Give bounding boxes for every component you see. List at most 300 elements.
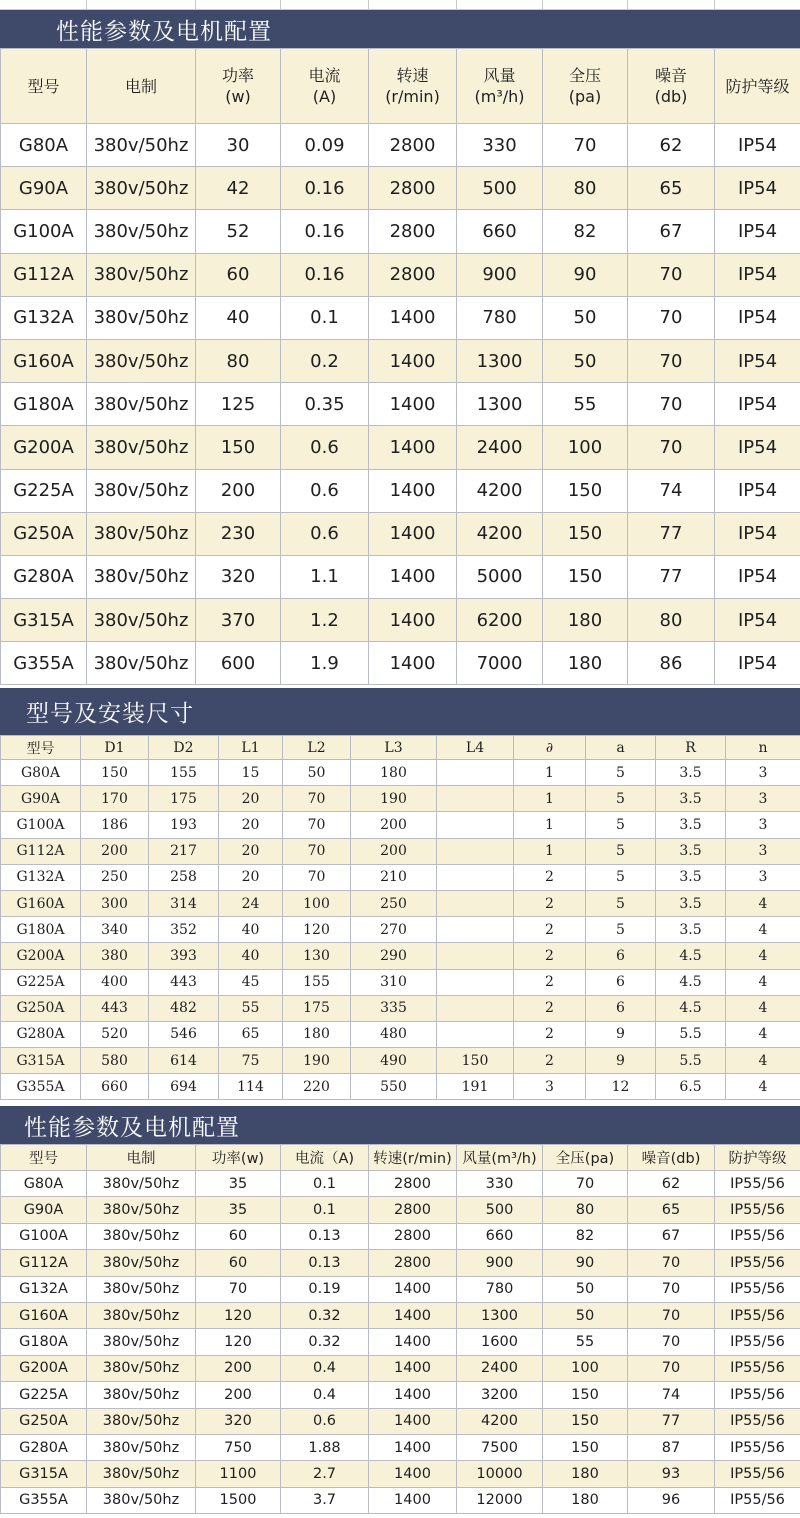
table-cell: 6 xyxy=(586,969,656,995)
table-cell: 4 xyxy=(726,1048,800,1074)
table-cell: 3.5 xyxy=(656,890,726,916)
table-cell: 500 xyxy=(457,1197,543,1223)
table-cell: 67 xyxy=(628,1223,715,1249)
model-cell: G355A xyxy=(1,642,87,685)
table-cell: IP54 xyxy=(715,253,800,296)
table-cell: 74 xyxy=(628,1382,715,1408)
table-cell: 6200 xyxy=(457,599,543,642)
table-cell xyxy=(437,917,514,943)
table-cell: 1 xyxy=(514,838,586,864)
table-cell: 70 xyxy=(543,124,628,167)
table-cell: 15 xyxy=(219,760,283,786)
table-cell: 90 xyxy=(543,253,628,296)
table-row xyxy=(1,1074,800,1100)
table-cell: 380v/50hz xyxy=(87,1329,196,1355)
table-cell: 490 xyxy=(351,1048,437,1074)
table-cell: 1300 xyxy=(457,383,543,426)
table-cell: 310 xyxy=(351,969,437,995)
table-cell: 380v/50hz xyxy=(87,383,196,426)
table-cell: 7500 xyxy=(457,1434,543,1460)
table-cell: 0.6 xyxy=(281,512,369,555)
model-cell: G80A xyxy=(1,760,81,786)
table-cell: 20 xyxy=(219,812,283,838)
table-cell: 120 xyxy=(196,1329,281,1355)
column-header: n xyxy=(726,736,800,760)
table-cell: 380v/50hz xyxy=(87,1487,196,1513)
table-cell: 24 xyxy=(219,890,283,916)
model-cell: G315A xyxy=(1,1461,87,1487)
model-cell: G132A xyxy=(1,1276,87,1302)
table-cell: IP55/56 xyxy=(715,1302,800,1328)
table-cell: 52 xyxy=(196,210,281,253)
table-cell: 40 xyxy=(196,296,281,339)
table-cell: 100 xyxy=(283,890,351,916)
table-cell: 2800 xyxy=(369,253,457,296)
table-cell: IP55/56 xyxy=(715,1434,800,1460)
table-row xyxy=(1,1302,800,1328)
table-cell: 12 xyxy=(586,1074,656,1100)
model-cell: G315A xyxy=(1,599,87,642)
column-header: 防护等级 xyxy=(715,49,800,124)
table-cell: 62 xyxy=(628,124,715,167)
table-cell xyxy=(437,969,514,995)
table-cell: 0.4 xyxy=(281,1382,369,1408)
table-cell: IP55/56 xyxy=(715,1171,800,1197)
table-row xyxy=(1,1021,800,1047)
table-row xyxy=(1,969,800,995)
table-cell: 70 xyxy=(628,383,715,426)
table-cell: 1300 xyxy=(457,339,543,382)
column-header: 型号 xyxy=(1,736,81,760)
table-header-row xyxy=(1,1145,800,1171)
table-cell: 1400 xyxy=(369,555,457,598)
table-cell xyxy=(437,943,514,969)
table-cell: 120 xyxy=(196,1302,281,1328)
table-cell: 4.5 xyxy=(656,969,726,995)
table-cell: 70 xyxy=(628,1355,715,1381)
table-cell: 380v/50hz xyxy=(87,1355,196,1381)
model-cell: G280A xyxy=(1,555,87,598)
table-cell: 3 xyxy=(514,1074,586,1100)
table-cell: 150 xyxy=(543,469,628,512)
table-cell: 50 xyxy=(543,1302,628,1328)
table-cell: 660 xyxy=(81,1074,149,1100)
table-cell: 70 xyxy=(283,838,351,864)
table-cell: 380v/50hz xyxy=(87,555,196,598)
table-cell: 191 xyxy=(437,1074,514,1100)
table-cell: 1400 xyxy=(369,1329,457,1355)
table-cell: 4200 xyxy=(457,1408,543,1434)
table-cell: 380v/50hz xyxy=(87,1171,196,1197)
table-cell: IP54 xyxy=(715,426,800,469)
table-cell: 380v/50hz xyxy=(87,599,196,642)
table-cell: 3.5 xyxy=(656,864,726,890)
table-cell: IP55/56 xyxy=(715,1250,800,1276)
table-cell: 20 xyxy=(219,864,283,890)
table-cell: 180 xyxy=(283,1021,351,1047)
table-cell: 1.1 xyxy=(281,555,369,598)
model-cell: G180A xyxy=(1,1329,87,1355)
table-cell: 70 xyxy=(628,339,715,382)
table-cell: 1400 xyxy=(369,339,457,382)
table-cell xyxy=(437,812,514,838)
table-cell: 0.13 xyxy=(281,1223,369,1249)
table-cell: 70 xyxy=(543,1171,628,1197)
table-cell: IP54 xyxy=(715,469,800,512)
table-cell: 2 xyxy=(514,1048,586,1074)
table-cell: 40 xyxy=(219,917,283,943)
column-header: 电制 xyxy=(87,1145,196,1171)
table-cell: 200 xyxy=(196,1355,281,1381)
table-cell: 443 xyxy=(81,995,149,1021)
table-cell: IP55/56 xyxy=(715,1382,800,1408)
table-cell: 352 xyxy=(149,917,219,943)
table-cell: 217 xyxy=(149,838,219,864)
model-cell: G250A xyxy=(1,995,81,1021)
table-cell: 900 xyxy=(457,1250,543,1276)
model-cell: G180A xyxy=(1,917,81,943)
model-cell: G225A xyxy=(1,1382,87,1408)
table-row xyxy=(1,943,800,969)
table-cell: 380v/50hz xyxy=(87,1434,196,1460)
table-cell: 0.1 xyxy=(281,1197,369,1223)
table-cell: 5 xyxy=(586,812,656,838)
section-title: 性能参数及电机配置 xyxy=(56,18,272,45)
table-cell: 35 xyxy=(196,1197,281,1223)
table-row xyxy=(1,1250,800,1276)
table-cell: 1400 xyxy=(369,1276,457,1302)
table-cell: 380v/50hz xyxy=(87,426,196,469)
table-cell: 614 xyxy=(149,1048,219,1074)
model-cell: G280A xyxy=(1,1021,81,1047)
table-cell: 180 xyxy=(543,599,628,642)
table-cell: 55 xyxy=(219,995,283,1021)
table-cell: IP55/56 xyxy=(715,1223,800,1249)
column-header: 全压 (pa) xyxy=(543,49,628,124)
table-row xyxy=(1,555,800,598)
table-cell: 3 xyxy=(726,760,800,786)
table-cell: 0.35 xyxy=(281,383,369,426)
table-cell: 370 xyxy=(196,599,281,642)
table-cell: 20 xyxy=(219,786,283,812)
table-cell: 65 xyxy=(628,167,715,210)
table-cell: 3.5 xyxy=(656,760,726,786)
table-cell: 320 xyxy=(196,1408,281,1434)
table-cell: 80 xyxy=(196,339,281,382)
table-cell: 0.19 xyxy=(281,1276,369,1302)
table-row xyxy=(1,1048,800,1074)
column-header: L4 xyxy=(437,736,514,760)
table-cell: 1400 xyxy=(369,1434,457,1460)
table-cell: 155 xyxy=(283,969,351,995)
table-cell: 2800 xyxy=(369,124,457,167)
table-cell: 2800 xyxy=(369,1171,457,1197)
table-cell: 150 xyxy=(543,1434,628,1460)
table-cell: 4.5 xyxy=(656,943,726,969)
table-cell: 150 xyxy=(543,1382,628,1408)
table-cell: 258 xyxy=(149,864,219,890)
table-cell: 1 xyxy=(514,760,586,786)
column-header: R xyxy=(656,736,726,760)
table-cell: 2 xyxy=(514,864,586,890)
table-cell: 1400 xyxy=(369,1487,457,1513)
table-cell: 62 xyxy=(628,1171,715,1197)
table-cell: 230 xyxy=(196,512,281,555)
table-cell: 5 xyxy=(586,838,656,864)
table-cell: 4.5 xyxy=(656,995,726,1021)
table-cell: 82 xyxy=(543,210,628,253)
table-cell: 55 xyxy=(543,1329,628,1355)
table-cell: 155 xyxy=(149,760,219,786)
table-cell: 3 xyxy=(726,864,800,890)
table-row xyxy=(1,760,800,786)
table-cell: 65 xyxy=(219,1021,283,1047)
table-cell: 9 xyxy=(586,1021,656,1047)
model-cell: G180A xyxy=(1,383,87,426)
table-cell: 1 xyxy=(514,786,586,812)
table-cell: 220 xyxy=(283,1074,351,1100)
table-cell: 0.1 xyxy=(281,1171,369,1197)
table-cell: IP55/56 xyxy=(715,1461,800,1487)
model-cell: G90A xyxy=(1,167,87,210)
model-cell: G80A xyxy=(1,1171,87,1197)
table-cell: 2 xyxy=(514,890,586,916)
model-cell: G112A xyxy=(1,1250,87,1276)
model-cell: G355A xyxy=(1,1487,87,1513)
table-cell: 380v/50hz xyxy=(87,253,196,296)
table-cell: 120 xyxy=(283,917,351,943)
table-cell: 550 xyxy=(351,1074,437,1100)
table-cell: IP54 xyxy=(715,555,800,598)
table-cell: 4 xyxy=(726,1021,800,1047)
table-cell: 380v/50hz xyxy=(87,124,196,167)
table-row xyxy=(1,210,800,253)
table-cell: 200 xyxy=(81,838,149,864)
model-cell: G200A xyxy=(1,943,81,969)
table-cell: 380v/50hz xyxy=(87,1197,196,1223)
table-cell: IP55/56 xyxy=(715,1408,800,1434)
table-cell: 86 xyxy=(628,642,715,685)
model-cell: G100A xyxy=(1,1223,87,1249)
table-cell: 750 xyxy=(196,1434,281,1460)
table-cell: 660 xyxy=(457,1223,543,1249)
model-cell: G355A xyxy=(1,1074,81,1100)
table-cell: 186 xyxy=(81,812,149,838)
table-cell: 4200 xyxy=(457,469,543,512)
table-row xyxy=(1,864,800,890)
table-cell: IP55/56 xyxy=(715,1355,800,1381)
table-row xyxy=(1,1382,800,1408)
column-header: 转速 (r/min) xyxy=(369,49,457,124)
table-cell: 0.16 xyxy=(281,167,369,210)
table-row xyxy=(1,1276,800,1302)
table-cell: 130 xyxy=(283,943,351,969)
table-cell: 12000 xyxy=(457,1487,543,1513)
table-cell: 70 xyxy=(628,296,715,339)
table-cell: 5 xyxy=(586,917,656,943)
table-cell: 50 xyxy=(543,1276,628,1302)
table-cell: 1400 xyxy=(369,1461,457,1487)
table-cell: 93 xyxy=(628,1461,715,1487)
table-cell xyxy=(437,786,514,812)
table-cell: 2800 xyxy=(369,210,457,253)
model-cell: G132A xyxy=(1,864,81,890)
table-cell: 5 xyxy=(586,864,656,890)
table-cell: 55 xyxy=(543,383,628,426)
table-cell: 70 xyxy=(628,1329,715,1355)
top-table-remnant xyxy=(0,0,800,10)
table-cell: 70 xyxy=(283,786,351,812)
table-cell: 200 xyxy=(351,812,437,838)
table-cell: 3200 xyxy=(457,1382,543,1408)
table-cell: 4 xyxy=(726,890,800,916)
dimensions-table xyxy=(0,735,800,1100)
table-cell: 0.6 xyxy=(281,1408,369,1434)
table-cell: 0.4 xyxy=(281,1355,369,1381)
table-cell: 40 xyxy=(219,943,283,969)
table-row xyxy=(1,786,800,812)
table-cell: 75 xyxy=(219,1048,283,1074)
table-cell: 340 xyxy=(81,917,149,943)
table-cell: 9 xyxy=(586,1048,656,1074)
table-cell: 380v/50hz xyxy=(87,469,196,512)
table-cell: 20 xyxy=(219,838,283,864)
table-cell: IP54 xyxy=(715,512,800,555)
table-cell: 3.5 xyxy=(656,917,726,943)
table-cell: 150 xyxy=(543,555,628,598)
table-cell: 2 xyxy=(514,1021,586,1047)
table-cell: 193 xyxy=(149,812,219,838)
table-cell: 5 xyxy=(586,760,656,786)
table-cell: 780 xyxy=(457,1276,543,1302)
table-cell: 380v/50hz xyxy=(87,1408,196,1434)
section-header-performance-2 xyxy=(0,1106,800,1144)
column-header: 噪音(db) xyxy=(628,1145,715,1171)
table-cell: 5.5 xyxy=(656,1048,726,1074)
table-cell: 200 xyxy=(196,1382,281,1408)
table-cell: 0.1 xyxy=(281,296,369,339)
table-cell: IP54 xyxy=(715,642,800,685)
model-cell: G250A xyxy=(1,1408,87,1434)
table-cell: 580 xyxy=(81,1048,149,1074)
column-header: 风量 (m³/h) xyxy=(457,49,543,124)
table-cell: IP54 xyxy=(715,296,800,339)
table-cell: IP55/56 xyxy=(715,1487,800,1513)
table-cell: 5.5 xyxy=(656,1021,726,1047)
table-cell: 80 xyxy=(543,167,628,210)
table-cell xyxy=(437,760,514,786)
table-cell: 180 xyxy=(351,760,437,786)
column-header: 转速(r/min) xyxy=(369,1145,457,1171)
table-cell: IP55/56 xyxy=(715,1276,800,1302)
table-cell: 1400 xyxy=(369,1382,457,1408)
table-cell: 50 xyxy=(543,339,628,382)
table-cell: 0.32 xyxy=(281,1302,369,1328)
table-cell: 96 xyxy=(628,1487,715,1513)
table-cell: IP54 xyxy=(715,383,800,426)
model-cell: G90A xyxy=(1,786,81,812)
section-header-dimensions xyxy=(0,688,800,735)
table-cell: 45 xyxy=(219,969,283,995)
table-cell: 4200 xyxy=(457,512,543,555)
table-cell: 330 xyxy=(457,1171,543,1197)
table-cell: 2 xyxy=(514,995,586,1021)
table-cell: 314 xyxy=(149,890,219,916)
model-cell: G200A xyxy=(1,426,87,469)
table-cell: 2 xyxy=(514,943,586,969)
table-cell: IP55/56 xyxy=(715,1197,800,1223)
table-cell: 330 xyxy=(457,124,543,167)
table-row xyxy=(1,253,800,296)
table-row xyxy=(1,124,800,167)
table-cell: 74 xyxy=(628,469,715,512)
table-cell: 7000 xyxy=(457,642,543,685)
model-cell: G112A xyxy=(1,838,81,864)
table-cell: 6 xyxy=(586,943,656,969)
table-cell: 500 xyxy=(457,167,543,210)
table-cell: 1400 xyxy=(369,296,457,339)
table-cell: 2.7 xyxy=(281,1461,369,1487)
table-cell: 380v/50hz xyxy=(87,642,196,685)
table-row xyxy=(1,167,800,210)
table-cell xyxy=(437,838,514,864)
table-cell: 600 xyxy=(196,642,281,685)
table-cell: 520 xyxy=(81,1021,149,1047)
table-cell: 780 xyxy=(457,296,543,339)
table-cell: 1400 xyxy=(369,642,457,685)
table-cell: 82 xyxy=(543,1223,628,1249)
table-cell: 114 xyxy=(219,1074,283,1100)
table-cell: 180 xyxy=(543,1487,628,1513)
column-header: 电流 (A) xyxy=(281,49,369,124)
table-cell: 2 xyxy=(514,969,586,995)
column-header: 防护等级 xyxy=(715,1145,800,1171)
table-cell: 250 xyxy=(81,864,149,890)
table-cell: 3 xyxy=(726,812,800,838)
table-row xyxy=(1,599,800,642)
table-cell: 0.6 xyxy=(281,426,369,469)
table-cell: 2400 xyxy=(457,426,543,469)
model-cell: G200A xyxy=(1,1355,87,1381)
table-cell: 6 xyxy=(586,995,656,1021)
table-cell: 1400 xyxy=(369,1408,457,1434)
table-cell: 70 xyxy=(628,1276,715,1302)
table-row xyxy=(1,512,800,555)
table-cell: 290 xyxy=(351,943,437,969)
table-row xyxy=(1,917,800,943)
table-row xyxy=(1,296,800,339)
table-cell: 70 xyxy=(628,253,715,296)
table-cell: 210 xyxy=(351,864,437,890)
column-header: 电流（A) xyxy=(281,1145,369,1171)
table-cell: 1300 xyxy=(457,1302,543,1328)
table-cell xyxy=(437,1021,514,1047)
model-cell: G80A xyxy=(1,124,87,167)
table-cell: 180 xyxy=(543,642,628,685)
model-cell: G225A xyxy=(1,469,87,512)
column-header: 噪音 (db) xyxy=(628,49,715,124)
table-cell: 380v/50hz xyxy=(87,296,196,339)
table-cell: 0.32 xyxy=(281,1329,369,1355)
table-cell: 70 xyxy=(283,812,351,838)
table-cell: 335 xyxy=(351,995,437,1021)
table-cell: IP54 xyxy=(715,124,800,167)
column-header: 型号 xyxy=(1,1145,87,1171)
model-cell: G100A xyxy=(1,812,81,838)
table-cell: 77 xyxy=(628,1408,715,1434)
section-header-performance xyxy=(0,10,800,48)
table-row xyxy=(1,1461,800,1487)
